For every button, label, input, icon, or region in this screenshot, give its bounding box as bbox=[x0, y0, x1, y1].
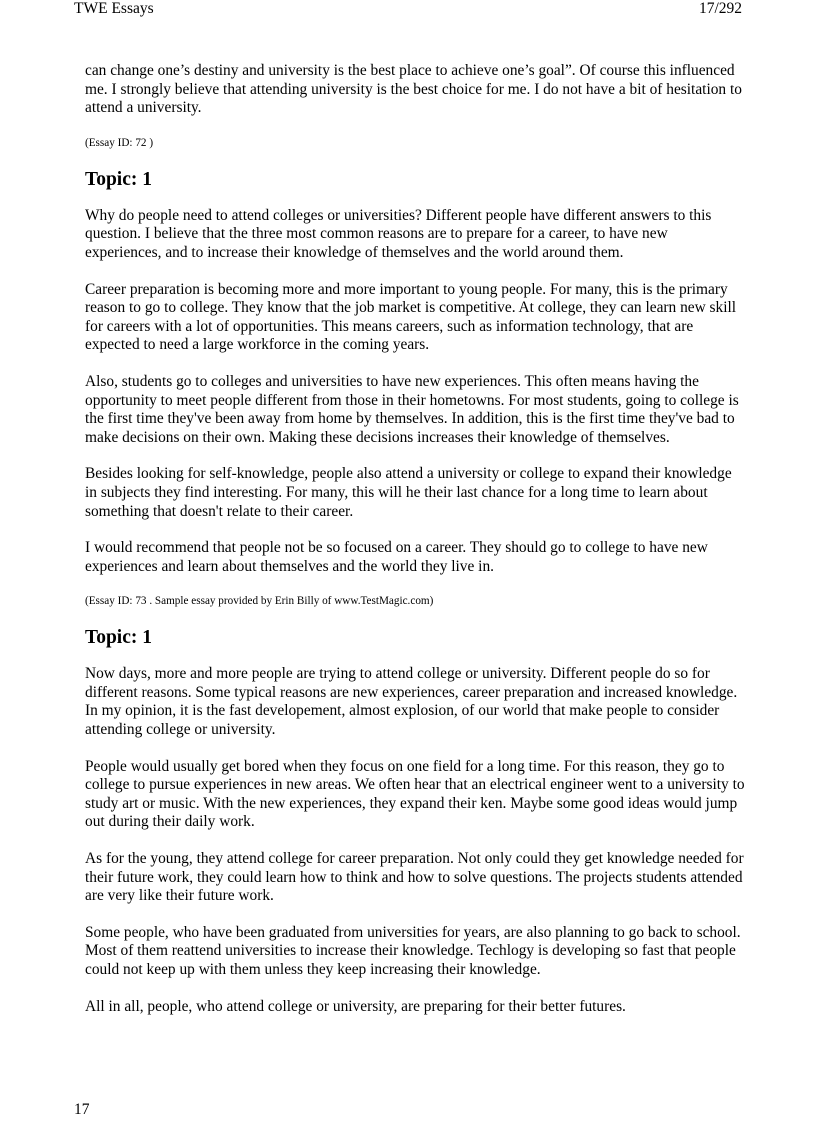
essay-paragraph: Also, students go to colleges and universities to have new experiences. This often means having the opportunity to meet people different from those in their hometowns. For most students, going to college is the first time they've been away from home by themselves. In addition, this is the first time they've bad to make decisions on their own. Making these decisions increases their knowledge of themselves. bbox=[85, 372, 739, 446]
essay-paragraph: Why do people need to attend colleges or universities? Different people have different answers to this question. I believe that the three most common reasons are to prepare for a career, to have new experiences, and to increase their knowledge of themselves and the world around them. bbox=[85, 206, 712, 261]
essay-paragraph: As for the young, they attend college for career preparation. Not only could they get knowledge needed for their future work, they could learn how to think and how to solve questions. The projects students attended are very like their future work. bbox=[85, 850, 744, 905]
essay-paragraph: I would recommend that people not be so focused on a career. They should go to college to have new experiences and learn about themselves and the world they live in. bbox=[85, 539, 708, 575]
document-body bbox=[85, 62, 745, 1034]
essay-paragraph: All in all, people, who attend college or university, are preparing for their better futures. bbox=[85, 997, 626, 1015]
topic-heading: Topic: 1 bbox=[85, 627, 153, 649]
essay-paragraph: Career preparation is becoming more and more important to young people. For many, this is the primary reason to go to college. They know that the job market is competitive. At college, they can learn new skill for careers with a lot of opportunities. This means careers, such as information technology, that are expected to need a large workforce in the coming years. bbox=[85, 280, 737, 354]
essay-paragraph: Some people, who have been graduated from universities for years, are also planning to go back to school. Most of them reattend universities to increase their knowledge. Techlogy is developing so fast that people could not keep up with them unless they keep increasing their knowledge. bbox=[85, 923, 741, 978]
page-number: 17 bbox=[74, 1101, 90, 1118]
essay-paragraph: Now days, more and more people are trying to attend college or university. Different people do so for different reasons. Some typical reasons are new experiences, career preparation and increased knowledge. In my opinion, it is the fast developement, almost explosion, of our world that make people to consider attending college or university. bbox=[85, 665, 738, 739]
essay-id-label: (Essay ID: 73 . Sample essay provided by Erin Billy of www.TestMagic.com) bbox=[85, 595, 434, 608]
running-header-title: TWE Essays bbox=[74, 0, 154, 17]
essay-id-label: (Essay ID: 72 ) bbox=[85, 136, 154, 149]
continued-paragraph: can change one’s destiny and university is the best place to achieve one’s goal”. Of course this influenced me. I strongly believe that attending university is the best choice for me. I do not have a bit of hesitation to attend a university. bbox=[85, 62, 742, 117]
essay-paragraph: Besides looking for self-knowledge, people also attend a university or college to expand their knowledge in subjects they find interesting. For many, this will he their last chance for a long time to learn about something that doesn't relate to their career. bbox=[85, 465, 732, 520]
topic-heading: Topic: 1 bbox=[85, 168, 153, 190]
page-indicator: 17/292 bbox=[698, 0, 742, 17]
essay-paragraph: People would usually get bored when they focus on one field for a long time. For this reason, they go to college to pursue experiences in new areas. We often hear that an electrical engineer went to a university to study art or music. With the new experiences, they expand their ken. Maybe some good ideas would jump out during their daily work. bbox=[85, 757, 745, 831]
